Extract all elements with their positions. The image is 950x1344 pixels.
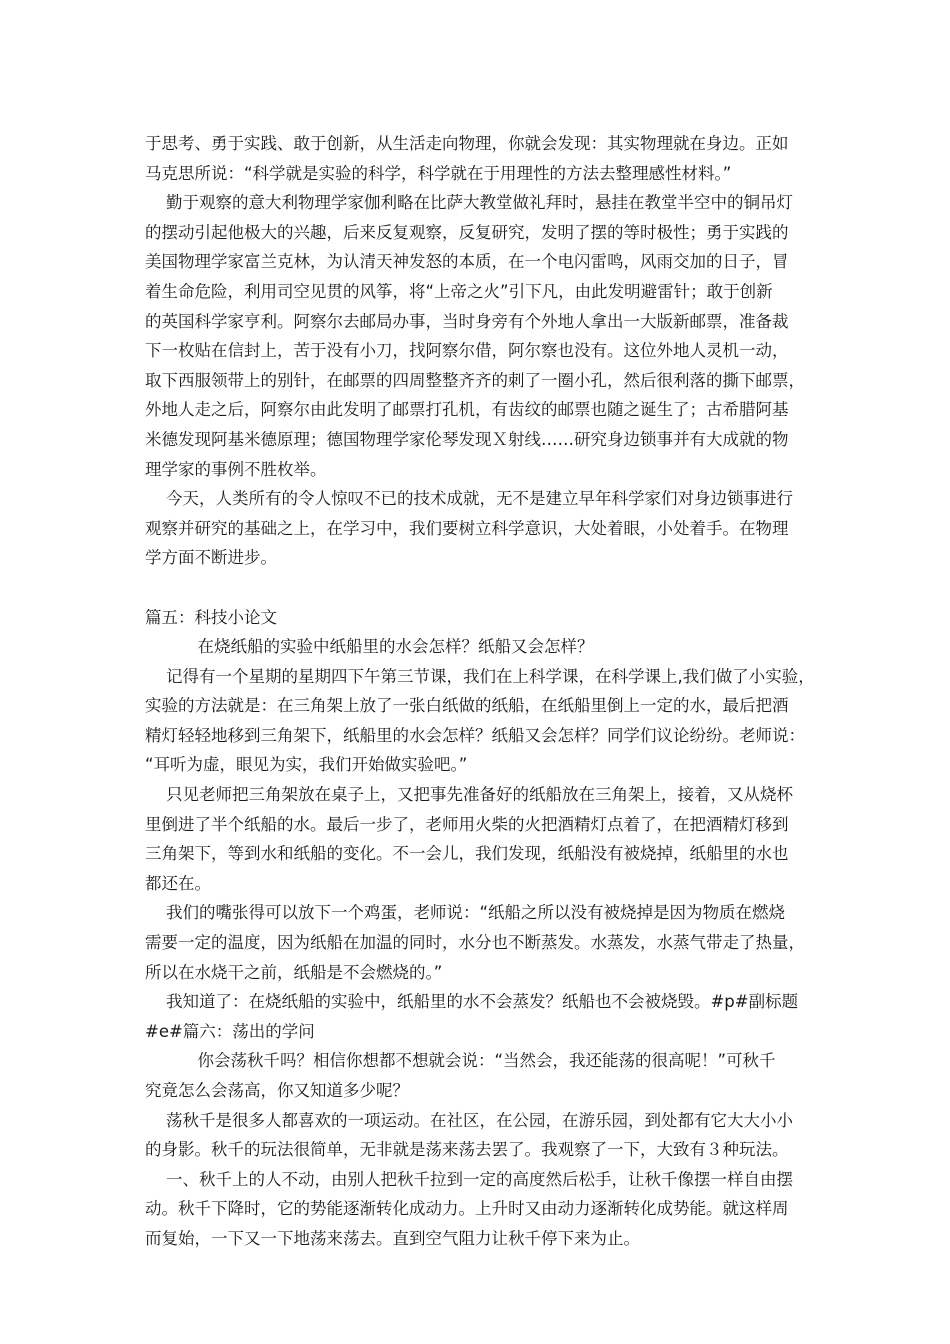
text-line: 着生命危险，利用司空见贯的风筝，将“上帝之火”引下凡，由此发明避雷针；敢于创新: [145, 281, 773, 301]
text-line: 下一枚贴在信封上，苦于没有小刀，找阿察尔借，阿尔察也没有。这位外地人灵机一动，: [145, 341, 789, 361]
text-line: 而复始，一下又一下地荡来荡去。直到空气阻力让秋千停下来为止。: [145, 1228, 640, 1248]
text-line: 的身影。秋千的玩法很简单，无非就是荡来荡去罢了。我观察了一下，大致有３种玩法。: [145, 1140, 789, 1160]
paragraph-line: 我知道了：在烧纸船的实验中，纸船里的水不会蒸发？纸船也不会被烧毁。#p#副标题: [145, 992, 799, 1012]
text-line: 究竟怎么会荡高，你又知道多少呢？: [145, 1081, 409, 1100]
text-line: 学方面不断进步。: [145, 548, 277, 568]
text-line: 于思考、勇于实践、敢于创新，从生活走向物理，你就会发现：其实物理就在身边。正如: [145, 134, 789, 153]
paragraph-line: 荡秋千是很多人都喜欢的一项运动。在社区，在公园，在游乐园，到处都有它大大小小: [145, 1110, 793, 1130]
text-line: 三角架下，等到水和纸船的变化。不一会儿，我们发现，纸船没有被烧掉，纸船里的水也: [145, 844, 789, 864]
text-line: 需要一定的温度，因为纸船在加温的同时，水分也不断蒸发。水蒸发，水蒸气带走了热量，: [145, 933, 805, 953]
text-line: 取下西服领带上的别针，在邮票的四周整整齐齐的刺了一圈小孔，然后很利落的撕下邮票，: [145, 370, 805, 390]
paragraph-line: 勤于观察的意大利物理学家伽利略在比萨大教堂做礼拜时，悬挂在教堂半空中的铜吊灯: [145, 193, 793, 213]
paragraph-line: 只见老师把三角架放在桌子上，又把事先准备好的纸船放在三角架上，接着，又从烧杯: [145, 785, 793, 805]
text-line: 美国物理学家富兰克林，为认清天神发怒的本质，在一个电闪雷鸣，风雨交加的日子，冒: [145, 252, 789, 272]
text-line: 马克思所说：“科学就是实验的科学，科学就在于用理性的方法去整理感性材料。”: [145, 163, 732, 183]
text-line: 的摆动引起他极大的兴趣，后来反复观察，反复研究，发明了摆的等时极性；勇于实践的: [145, 222, 789, 242]
section-heading: #e#篇六：荡出的学问: [145, 1021, 315, 1041]
text-line: 外地人走之后，阿察尔由此发明了邮票打孔机，有齿纹的邮票也随之诞生了；古希腊阿基: [145, 400, 789, 420]
paragraph-line: 我们的嘴张得可以放下一个鸡蛋，老师说：“纸船之所以没有被烧掉是因为物质在燃烧: [145, 903, 786, 923]
text-line: “耳听为虚，眼见为实，我们开始做实验吧。”: [145, 755, 468, 775]
text-line: 里倒进了半个纸船的水。最后一步了，老师用火柴的火把酒精灯点着了，在把酒精灯移到: [145, 814, 789, 834]
text-line: 理学家的事例不胜枚举。: [145, 459, 327, 479]
section-heading: 篇五：科技小论文: [145, 607, 277, 627]
paragraph-line: 记得有一个星期的星期四下午第三节课，我们在上科学课，在科学课上,我们做了小实验，: [145, 666, 815, 686]
text-line: 实验的方法就是：在三角架上放了一张白纸做的纸船，在纸船里倒上一定的水，最后把酒: [145, 696, 789, 716]
paragraph-line: 今天，人类所有的令人惊叹不已的技术成就，无不是建立早年科学家们对身边锁事进行: [145, 489, 793, 509]
blank-line: [145, 573, 817, 603]
text-line: 观察并研究的基础之上，在学习中，我们要树立科学意识，大处着眼，小处着手。在物理: [145, 518, 789, 538]
text-line: 所以在水烧干之前，纸船是不会燃烧的。”: [145, 962, 443, 982]
text-line: 精灯轻轻地移到三角架下，纸船里的水会怎样？纸船又会怎样？同学们议论纷纷。老师说：: [145, 725, 805, 745]
essay-title: 在烧纸船的实验中纸船里的水会怎样？纸船又会怎样？: [145, 637, 594, 657]
document-body: [145, 129, 817, 1254]
text-line: 都还在。: [145, 873, 211, 893]
paragraph-line: 你会荡秋千吗？相信你想都不想就会说：“当然会，我还能荡的很高呢！”可秋千: [145, 1051, 776, 1071]
text-line: 米德发现阿基米德原理；德国物理学家伦琴发现Ｘ射线……研究身边锁事并有大成就的物: [145, 429, 789, 449]
text-line: 动。秋千下降时，它的势能逐渐转化成动力。上升时又由动力逐渐转化成势能。就这样周: [145, 1199, 789, 1219]
paragraph-line: 一、秋千上的人不动，由别人把秋千拉到一定的高度然后松手，让秋千像摆一样自由摆: [145, 1169, 793, 1189]
text-line: 的英国科学家亨利。阿察尔去邮局办事，当时身旁有个外地人拿出一大版新邮票，准备裁: [145, 311, 789, 331]
